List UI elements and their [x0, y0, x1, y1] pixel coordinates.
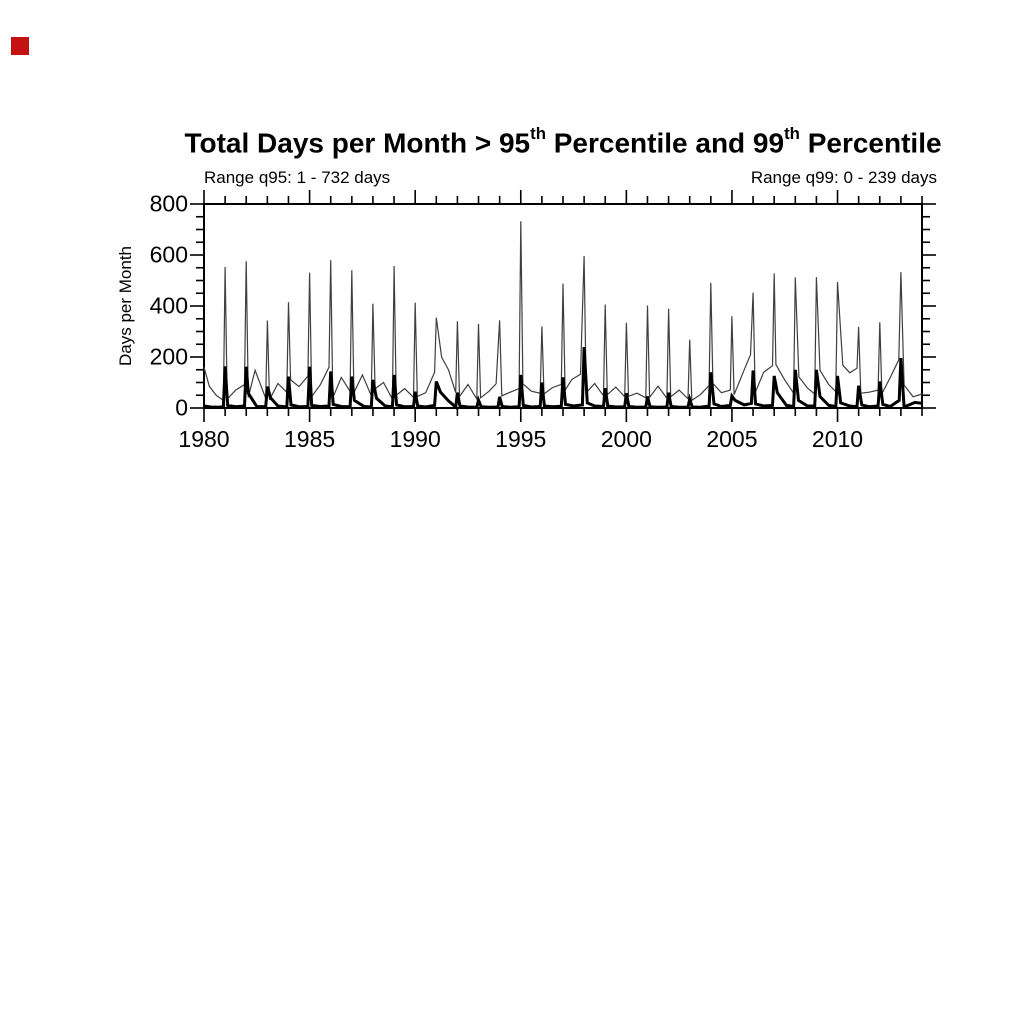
chart-title-superscript: th: [784, 124, 800, 144]
chart-title-text: Percentile and 99: [545, 127, 785, 159]
y-tick-label: 600: [149, 241, 188, 268]
x-tick-label: 1985: [283, 426, 336, 452]
x-tick-label: 2000: [600, 426, 652, 452]
chart-title-text: Total Days per Month > 95: [184, 127, 531, 159]
chart-title-superscript: th: [530, 124, 546, 144]
series-q95-thin-line: [204, 221, 922, 400]
x-tick-label: 2005: [706, 426, 758, 452]
chart-title-text: Percentile: [799, 127, 942, 159]
y-tick-label: 400: [149, 292, 188, 319]
subtitle-range-q95: Range q95: 1 - 732 days: [204, 168, 391, 187]
y-tick-label: 0: [175, 394, 188, 421]
x-tick-label: 1990: [389, 426, 441, 452]
x-tick-label: 2010: [811, 426, 864, 452]
x-tick-label: 1980: [178, 426, 230, 452]
y-axis-title: Days per Month: [116, 246, 135, 366]
subtitle-range-q99: Range q99: 0 - 239 days: [750, 168, 937, 187]
y-tick-label: 200: [149, 343, 188, 370]
x-tick-label: 1995: [495, 426, 547, 452]
y-tick-label: 800: [149, 190, 188, 217]
